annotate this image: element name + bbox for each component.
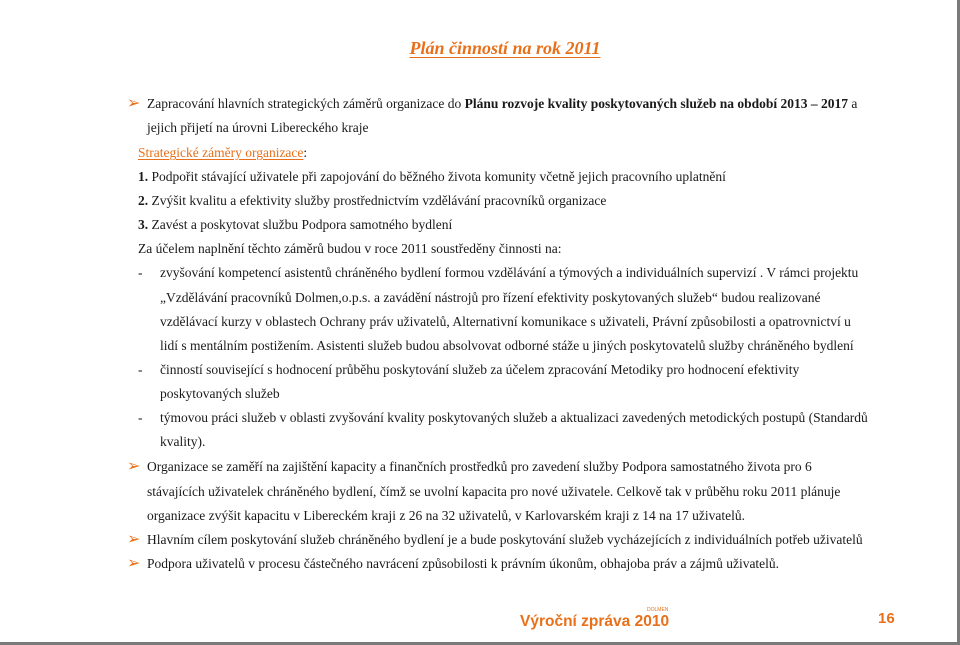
p1-line-1: [147, 96, 857, 112]
dash-marker: -: [138, 362, 143, 377]
bullet-arrow-icon: ➢: [127, 458, 141, 475]
bullet-arrow-icon: ➢: [127, 555, 141, 572]
strategic-item: [138, 193, 606, 209]
dash1-line: vzdělávací kurzy v oblastech Ochrany práv uživatelů, Alternativní komunikace s uživateli, Právní způsobilosti a opatrovnictví u: [160, 314, 851, 329]
p2-line: organizace zvýšit kapacitu v Libereckém kraji z 26 na 32 uživatelů, v Karlovarském kraji z 14 na 17 uživatelů.: [147, 508, 746, 523]
p3-line: Hlavním cílem poskytování služeb chráněného bydlení je a bude poskytování služeb vycházejících z individuálních potřeb uživatelů: [147, 532, 863, 547]
strategic-item-text: Zavést a poskytovat službu Podpora samotného bydlení: [148, 217, 453, 232]
dash2-line: činností související s hodnocení průběhu poskytování služeb za účelem zpracování Metodiky pro hodnocení efektivity: [160, 362, 800, 377]
strategic-heading: [138, 145, 307, 161]
dash1-line: zvyšování kompetencí asistentů chráněného bydlení formou vzdělávání a týmových a individuálních supervizí . V rámci projektu: [160, 265, 859, 280]
dash-marker: -: [138, 410, 143, 425]
p1-line-2: jejich přijetí na úrovni Libereckého kraje: [147, 120, 369, 135]
footer-logo-mark: DOLMEN: [647, 607, 669, 613]
dash2-line: poskytovaných služeb: [160, 386, 280, 401]
bullet-arrow-icon: ➢: [127, 95, 141, 112]
strategic-item: [138, 169, 726, 185]
p1-text-c: a: [848, 96, 858, 111]
p2-line: Organizace se zaměří na zajištění kapacity a finančních prostředků pro zavedení služby Podpora samostatného života pro 6: [147, 459, 812, 474]
intro-text: Za účelem naplnění těchto záměrů budou v roce 2011 soustředěny činnosti na:: [138, 241, 562, 256]
dash3-line: kvality).: [160, 434, 206, 449]
strategic-heading-colon: :: [303, 145, 308, 160]
page-title: Plán činností na rok 2011: [409, 38, 601, 58]
dash3-line: týmovou práci služeb v oblasti zvyšování kvality poskytovaných služeb a aktualizaci zavedených metodických postupů (Standardů: [160, 410, 868, 425]
strategic-item-text: Zvýšit kvalitu a efektivity služby prostřednictvím vzdělávání pracovníků organizace: [148, 193, 607, 208]
dash-marker: -: [138, 265, 143, 280]
bullet-arrow-icon: ➢: [127, 531, 141, 548]
dash1-line: lidí s mentálním postižením. Asistenti služeb budou absolvovat odborné stáže u jiných poskytovatelů služby chráněného bydlení: [160, 338, 854, 353]
strategic-item-num: 1.: [138, 169, 149, 184]
strategic-item-text: Podpořit stávající uživatele při zapojování do běžného života komunity včetně jejich pracovního uplatnění: [148, 169, 726, 184]
strategic-item-num: 3.: [138, 217, 149, 232]
strategic-item: [138, 217, 452, 233]
dash1-line: „Vzdělávání pracovníků Dolmen,o.p.s. a zavádění nástrojů pro řízení efektivity poskytovaných služeb“ budou realizované: [160, 290, 821, 305]
p4-line: Podpora uživatelů v procesu částečného navrácení způsobilosti k právním úkonům, obhajoba práv a zájmů uživatelů.: [147, 556, 780, 571]
footer-report-title: Výroční zpráva 2010: [520, 613, 670, 630]
p1-text-bold: Plánu rozvoje kvality poskytovaných služeb na období 2013 – 2017: [464, 96, 849, 111]
page-number: 16: [878, 610, 895, 627]
strategic-heading-text: Strategické záměry organizace: [138, 145, 304, 160]
p1-text-a: Zapracování hlavních strategických záměrů organizace do: [147, 96, 465, 111]
p2-line: stávajících uživatelek chráněného bydlení, čímž se uvolní kapacita pro nové uživatele. Celkově tak v průběhu roku 2011 plánuje: [147, 484, 841, 499]
strategic-item-num: 2.: [138, 193, 149, 208]
